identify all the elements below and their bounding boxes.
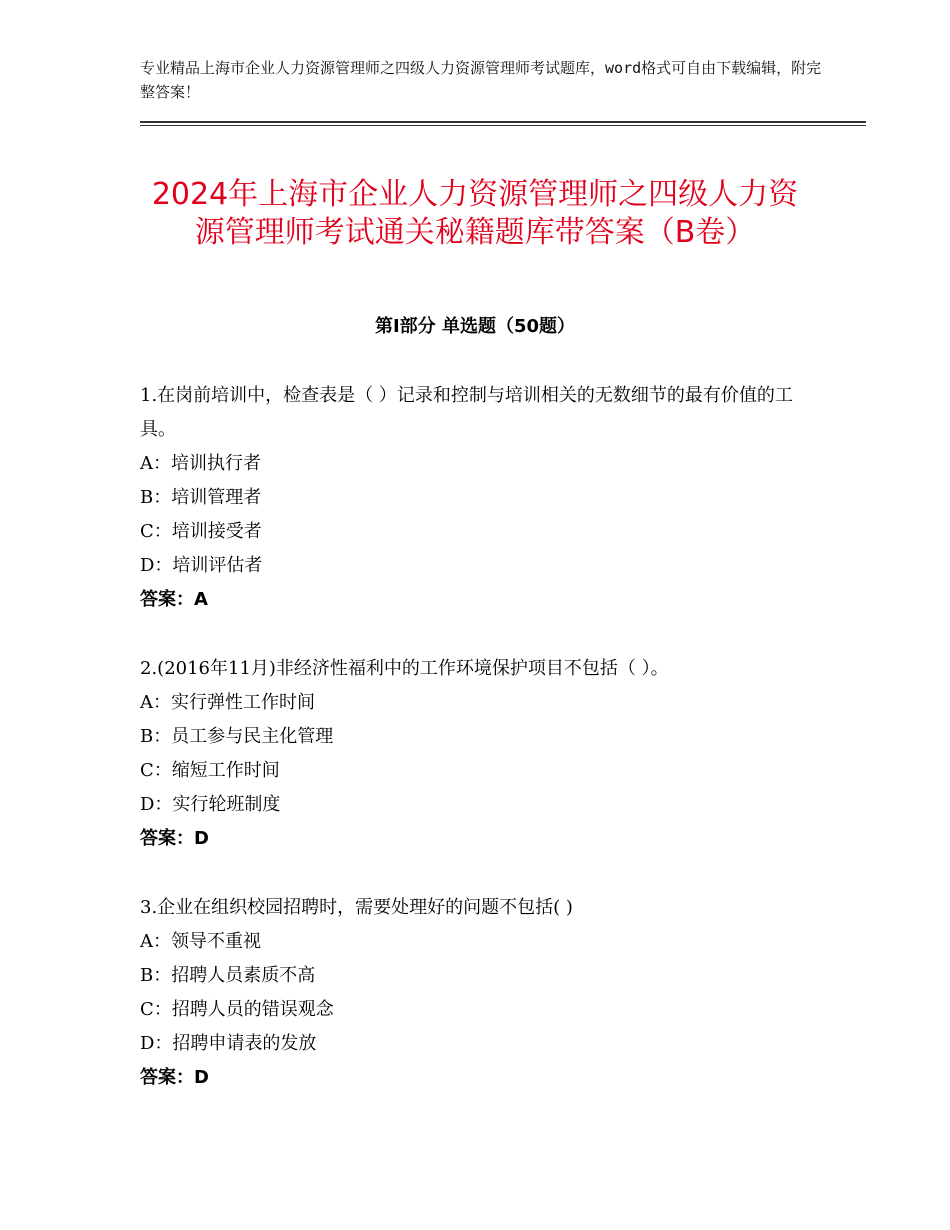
option-b: B：招聘人员素质不高 <box>140 965 316 986</box>
question-2 <box>140 652 820 856</box>
header-divider <box>140 121 866 123</box>
document-title: 2024年上海市企业人力资源管理师之四级人力资源管理师考试通关秘籍题库带答案（B卷） <box>151 177 799 251</box>
answer: 答案：D <box>140 1067 209 1088</box>
header-divider-thin <box>140 125 866 126</box>
question-3 <box>140 891 820 1095</box>
question-1 <box>140 379 820 617</box>
option-d: D：培训评估者 <box>140 555 263 576</box>
section-title: 第Ⅰ部分 单选题（50题） <box>374 316 575 337</box>
option-c: C：缩短工作时间 <box>140 760 280 781</box>
option-b: B：员工参与民主化管理 <box>140 726 334 747</box>
answer: 答案：A <box>140 589 208 610</box>
option-d: D：招聘申请表的发放 <box>140 1033 317 1054</box>
answer: 答案：D <box>140 828 209 849</box>
option-c: C：招聘人员的错误观念 <box>140 999 334 1020</box>
option-a: A：培训执行者 <box>140 453 261 474</box>
option-a: A：领导不重视 <box>140 931 261 952</box>
option-b: B：培训管理者 <box>140 487 262 508</box>
question-stem: 2.(2016年11月)非经济性福利中的工作环境保护项目不包括（ ）。 <box>140 658 669 679</box>
option-c: C：培训接受者 <box>140 521 262 542</box>
option-a: A：实行弹性工作时间 <box>140 692 315 713</box>
option-d: D：实行轮班制度 <box>140 794 281 815</box>
header-note: 专业精品上海市企业人力资源管理师之四级人力资源管理师考试题库，word格式可自由下载编辑，附完整答案！ <box>140 59 822 101</box>
question-stem: 1.在岗前培训中，检查表是（ ）记录和控制与培训相关的无数细节的最有价值的工具。 <box>140 385 793 440</box>
question-stem: 3.企业在组织校园招聘时，需要处理好的问题不包括( ) <box>140 897 573 918</box>
